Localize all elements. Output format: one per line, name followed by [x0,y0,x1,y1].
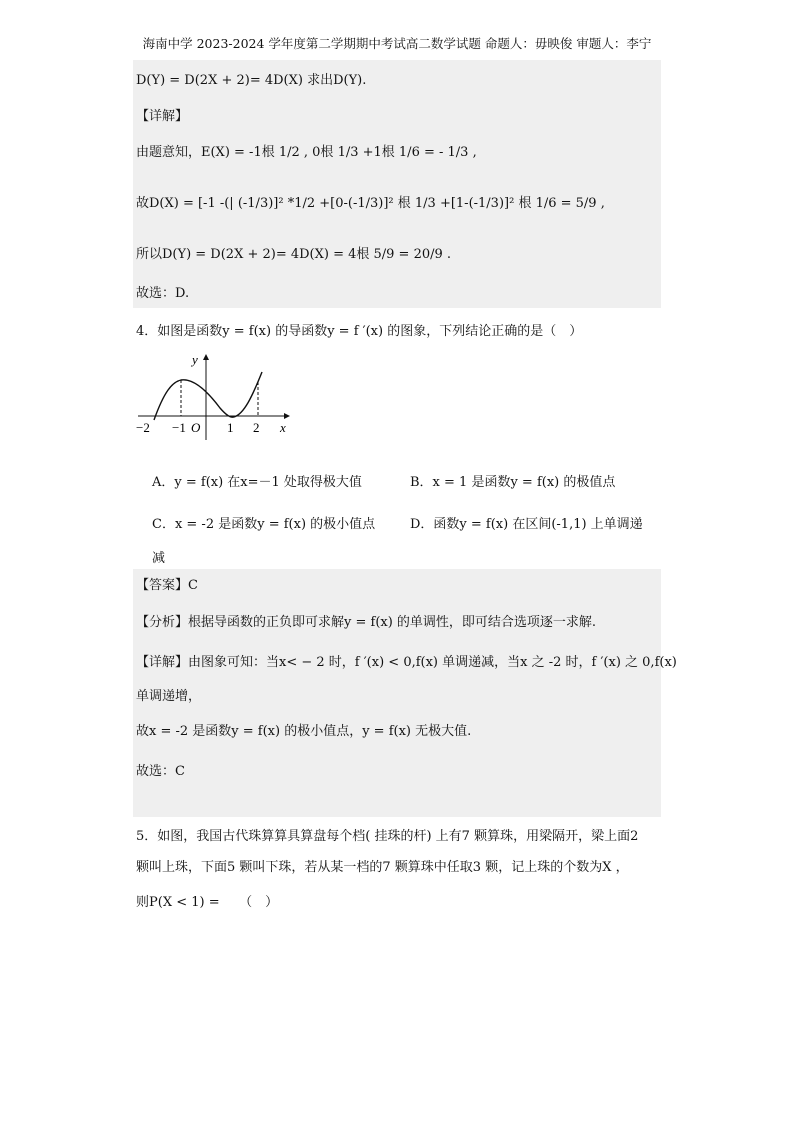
question-4-stem: 4．如图是函数y = f(x) 的导函数y = f ′(x) 的图象，下列结论正确的是（ ） [136,324,583,339]
detail-line-3: 故x = -2 是函数y = f(x) 的极小值点，y = f(x) 无极大值. [136,724,472,739]
question-5-line-1: 5．如图，我国古代珠算算具算盘每个档( 挂珠的杆) 上有7 颗算珠，用梁隔开，梁上面2 [136,829,639,844]
option-b: B．x = 1 是函数y = f(x) 的极值点 [410,475,616,490]
detail-label: 【详解】 [136,109,189,124]
page-header: 海南中学 2023-2024 学年度第二学期期中考试高二数学试题 命题人：毋映俊 审题人：李宁 [142,36,652,51]
y-axis-arrow [203,354,209,360]
option-a: A．y = f(x) 在x=－1 处取得极大值 [152,475,362,490]
x-axis-arrow [284,413,290,419]
answer-label: 【答案】C [136,578,198,593]
variance-intro-line: D(Y) = D(2X + 2)= 4D(X) 求出D(Y). [136,73,367,88]
solution-block-q4 [133,569,661,817]
question-5-line-2: 颗叫上珠，下面5 颗叫下珠，若从某一档的7 颗算珠中任取3 颗，记上珠的个数为X ， [136,860,629,875]
tick-label-minus-1: −1 [172,420,186,435]
option-d: D．函数y = f(x) 在区间(-1,1) 上单调递 [410,517,643,532]
derivative-graph [134,352,294,442]
option-c: C．x = -2 是函数y = f(x) 的极小值点 [152,517,376,532]
analysis-line: 【分析】根据导函数的正负即可求解y = f(x) 的单调性，即可结合选项逐一求解. [136,615,597,630]
solution-block-q3 [133,60,661,308]
option-d-continued: 减 [152,551,166,566]
variance-y-line: 所以D(Y) = D(2X + 2)= 4D(X) = 4根 5/9 = 20/9 . [136,247,452,262]
tick-label-origin: O [191,420,201,435]
choice-line: 故选：C [136,764,185,779]
question-5-line-3: 则P(X < 1) = （ ） [136,895,279,910]
tick-label-1: 1 [227,420,234,435]
expectation-line: 由题意知，E(X) = -1根 1/2 , 0根 1/3 +1根 1/6 = - 1/3 , [136,145,477,160]
tick-label-minus-2: −2 [136,420,150,435]
y-axis-label: y [192,352,198,367]
answer-line: 故选：D. [136,286,190,301]
tick-label-2: 2 [253,420,260,435]
variance-x-line: 故D(X) = [-1 -(| (-1/3)]² *1/2 +[0-(-1/3)]² 根 1/3 +[1-(-1/3)]² 根 1/6 = 5/9 , [136,196,605,211]
detail-line-2: 单调递增， [136,689,202,704]
x-axis-label: x [280,420,286,435]
detail-line-1: 【详解】由图象可知：当x< − 2 时，f ′(x) < 0,f(x) 单调递减，当x 之 -2 时，f ′(x) 之 0,f(x) [136,655,677,670]
derivative-curve [154,372,262,420]
